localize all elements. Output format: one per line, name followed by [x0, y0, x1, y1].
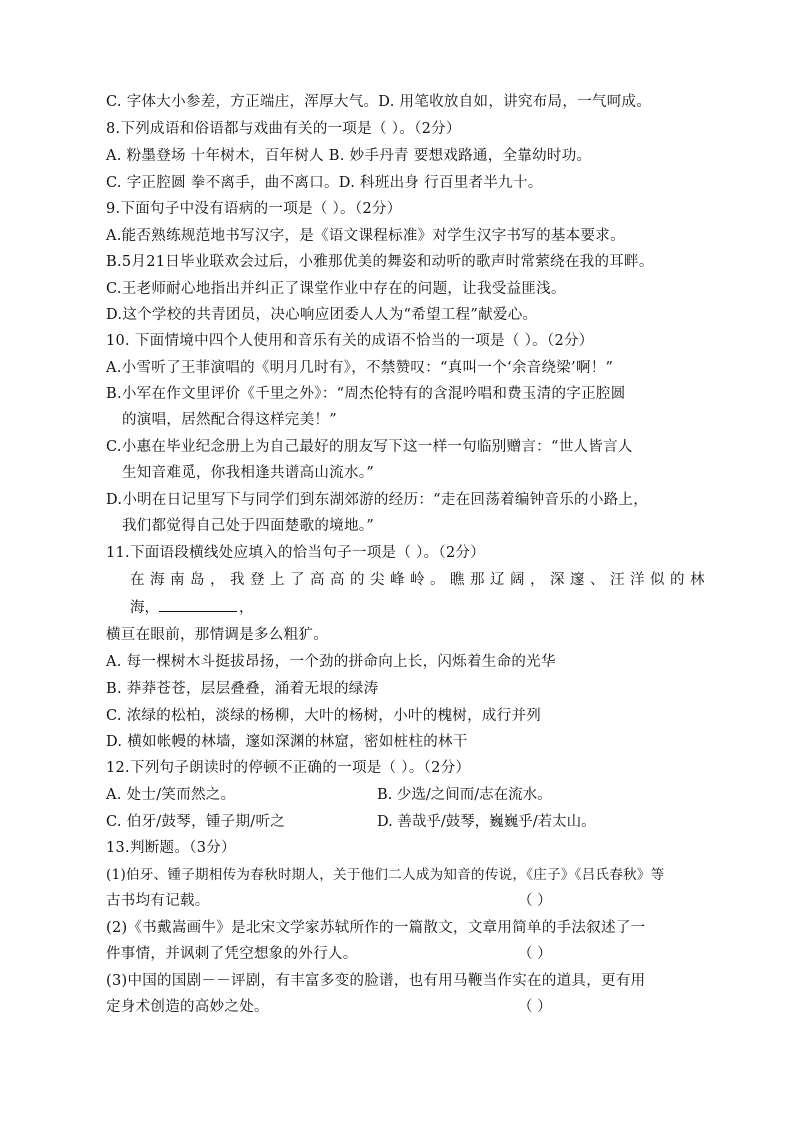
q10-stem: 10. 下面情境中四个人使用和音乐有关的成语不恰当的一项是（ ）。（2分） — [106, 333, 594, 349]
q13-statement-3-line1: (3)中国的国剧－－评剧，有丰富多变的脸谱，也有用马鞭当作实在的道具，更有用 — [106, 973, 646, 989]
q12-option-c: C. 伯牙/鼓琴，锺子期/听之 — [106, 814, 286, 830]
q13-answer-paren-3[interactable]: （ ） — [518, 999, 552, 1015]
q13-stem: 13.判断题。（3分） — [106, 840, 236, 856]
q13-statement-1-line1: (1)伯牙、锺子期相传为春秋时期人，关于他们二人成为知音的传说，《庄子》《吕氏春秋》等 — [106, 867, 665, 883]
q11-passage-line2 — [130, 597, 254, 618]
q13-statement-1-line2: 古书均有记载。 — [106, 893, 210, 909]
q13-statement-2-line2: 件事情，并讽刺了凭空想象的外行人。 — [106, 946, 358, 962]
q11-fill-blank[interactable] — [159, 597, 237, 612]
q11-option-d: D. 横如帐幔的林墙，邃如深渊的林窟，密如桩柱的林干 — [106, 734, 468, 750]
q11-option-a: A. 每一棵树木斗挺拔昂扬，一个劲的拼命向上长，闪烁着生命的光华 — [106, 654, 556, 670]
q10-option-c-line2: 生知音难觅，你我相逢共谱高山流水。” — [122, 465, 375, 481]
q11-option-b: B. 莽莽苍苍，层层叠叠，涌着无垠的绿涛 — [106, 681, 379, 697]
q13-statement-3-line2: 定身术创造的高妙之处。 — [106, 999, 269, 1015]
q9-option-c: C.王老师耐心地指出并纠正了课堂作业中存在的问题，让我受益匪浅。 — [106, 281, 566, 297]
q11-passage-start: 海， — [130, 600, 159, 616]
q10-option-c-line1: C.小惠在毕业纪念册上为自己最好的朋友写下这一样一句临别赠言：“世人皆言人 — [106, 439, 633, 455]
q12-stem: 12.下列句子朗读时的停顿不正确的一项是（ ）。（2分） — [106, 760, 471, 776]
q12-option-d: D. 善哉乎/鼓琴，巍巍乎/若太山。 — [377, 814, 596, 830]
q8-stem: 8.下列成语和俗语都与戏曲有关的一项是（ ）。（2分） — [106, 121, 461, 137]
q9-option-b: B.5月21日毕业联欢会过后，小雅那优美的舞姿和动听的歌声时常萦绕在我的耳畔。 — [106, 254, 654, 270]
q13-answer-paren-2[interactable]: （ ） — [518, 946, 552, 962]
q7-option-cd: C. 字体大小参差，方正端庄，浑厚大气。D. 用笔收放自如，讲究布局，一气呵成。 — [106, 94, 652, 110]
q10-option-a: A.小雪听了王菲演唱的《明月几时有》，不禁赞叹：“真叫一个‘余音绕梁’啊！” — [106, 360, 614, 376]
q8-option-ab: A. 粉墨登场 十年树木，百年树人 B. 妙手丹青 要想戏路通，全靠幼时功。 — [106, 148, 592, 164]
q9-option-d: D.这个学校的共青团员，决心响应团委人人为“希望工程”献爱心。 — [106, 307, 538, 323]
q12-option-a: A. 处士/笑而然之。 — [106, 787, 236, 803]
q13-statement-2-line1: (2)《书戴嵩画牛》是北宋文学家苏轼所作的一篇散文，文章用简单的手法叙述了一 — [106, 920, 646, 936]
q10-option-d-line2: 我们都觉得自己处于四面楚歌的境地。” — [122, 518, 375, 534]
q12-option-b: B. 少选/之间而/志在流水。 — [377, 787, 552, 803]
q13-answer-paren-1[interactable]: （ ） — [518, 893, 552, 909]
q9-option-a: A.能否熟练规范地书写汉字，是《语文课程标准》对学生汉字书写的基本要求。 — [106, 228, 625, 244]
q10-option-b-line2: 的演唱，居然配合得这样完美！” — [122, 412, 337, 428]
q11-option-c: C. 浓绿的松柏，淡绿的杨柳，大叶的杨树，小叶的槐树，成行并列 — [106, 708, 542, 724]
q11-passage-comma: ， — [239, 600, 254, 616]
q11-stem: 11.下面语段横线处应填入的恰当句子一项是（ ）。（2分） — [106, 545, 486, 561]
q9-stem: 9.下面句子中没有语病的一项是（ ）。（2分） — [106, 201, 402, 217]
q11-passage-line1: 在海南岛，我登上了高高的尖峰岭。瞧那辽阔，深邃、汪洋似的林 — [130, 572, 710, 588]
q10-option-d-line1: D.小明在日记里写下与同学们到东湖郊游的经历：“走在回荡着编钟音乐的小路上， — [106, 492, 649, 508]
q11-passage-line3: 横亘在眼前，那情调是多么粗犷。 — [106, 627, 328, 643]
q8-option-cd: C. 字正腔圆 拳不离手，曲不离口。D. 科班出身 行百里者半九十。 — [106, 175, 543, 191]
q10-option-b-line1: B.小军在作文里评价《千里之外》：“周杰伦特有的含混吟唱和费玉清的字正腔圆 — [106, 386, 626, 402]
